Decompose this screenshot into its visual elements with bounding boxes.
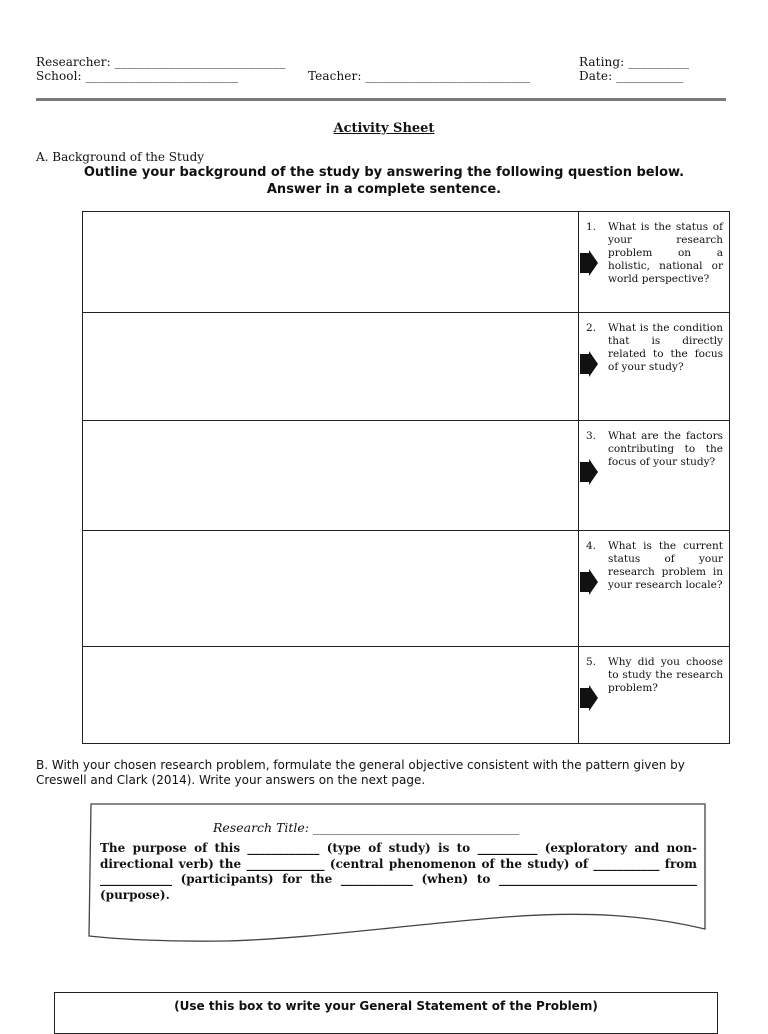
answer-box-5[interactable] (83, 647, 579, 744)
question-cell-2 (579, 313, 730, 421)
answer-box-3[interactable] (83, 421, 579, 531)
teacher-field: Teacher: ___________________________ (308, 69, 531, 83)
researcher-field: Researcher: ____________________________ (36, 55, 286, 69)
arrow-right-icon (580, 459, 598, 485)
purpose-statement-template: The purpose of this ____________ (type of study) is to __________ (exploratory and non-directional verb) the _____________ (central phenomenon of the study) of ___________ from ____________ (participants) for the ____________ (when) to _________________________________ (purpose). (100, 841, 697, 902)
page-title: Activity Sheet (333, 121, 435, 136)
table-row (83, 647, 730, 744)
background-table (82, 211, 730, 744)
question-cell-1 (579, 212, 730, 313)
question-cell-5 (579, 647, 730, 744)
question-text: Why did you choose to study the research problem? (608, 656, 723, 694)
date-field: Date: ___________ (579, 69, 684, 83)
question-number: 5. (586, 656, 597, 668)
arrow-right-icon (580, 351, 598, 377)
question-cell-4 (579, 531, 730, 647)
question-text: What is the condition that is directly related to the focus of your study? (608, 322, 723, 373)
section-a-heading: A. Background of the Study (36, 150, 205, 164)
pattern-box (86, 803, 708, 943)
arrow-right-icon (580, 250, 598, 276)
question-number: 1. (586, 221, 597, 233)
answer-box-2[interactable] (83, 313, 579, 421)
question-cell-3 (579, 421, 730, 531)
instruction-line-2: Answer in a complete sentence. (266, 182, 502, 197)
answer-box-4[interactable] (83, 531, 579, 647)
question-text: What is the current status of your research problem in your research locale? (608, 540, 723, 591)
question-number: 4. (586, 540, 597, 552)
question-number: 3. (586, 430, 597, 442)
table-row (83, 421, 730, 531)
general-statement-box[interactable] (54, 992, 718, 1034)
header-divider (36, 98, 726, 101)
rating-field: Rating: __________ (579, 55, 690, 69)
section-a-instruction (0, 164, 768, 198)
arrow-right-icon (580, 569, 598, 595)
instruction-line-1: Outline your background of the study by answering the following question below. (83, 165, 685, 180)
arrow-right-icon (580, 685, 598, 711)
research-title-label: Research Title: _________________________________ (213, 820, 520, 835)
question-text: What are the factors contributing to the focus of your study? (608, 430, 723, 468)
question-number: 2. (586, 322, 597, 334)
table-row (83, 212, 730, 313)
answer-box-1[interactable] (83, 212, 579, 313)
table-row (83, 313, 730, 421)
table-row (83, 531, 730, 647)
section-b-text: B. With your chosen research problem, formulate the general objective consistent with the pattern given by Creswell and Clark (2014). Write your answers on the next page. (36, 758, 685, 787)
school-field: School: _________________________ (36, 69, 239, 83)
question-text: What is the status of your research problem on a holistic, national or world perspective? (608, 221, 723, 285)
general-statement-label: (Use this box to write your General Statement of the Problem) (174, 999, 598, 1013)
